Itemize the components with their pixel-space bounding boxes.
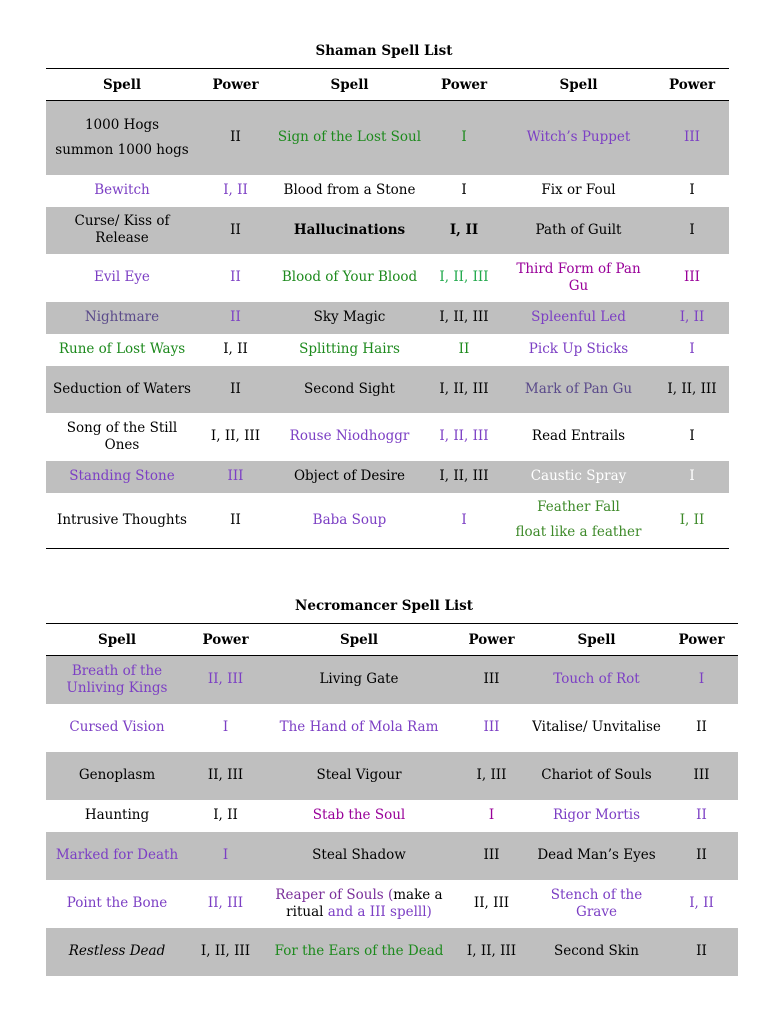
cell-text: II xyxy=(230,511,241,528)
table-row xyxy=(46,254,729,302)
spell-cell xyxy=(502,254,655,302)
cell-text: II xyxy=(696,943,707,959)
cell-text: Witch’s Puppet xyxy=(526,129,631,146)
cell-text: Steal Shadow xyxy=(312,847,406,863)
cell-text: Marked for Death xyxy=(55,847,179,863)
power-cell xyxy=(655,366,729,413)
power-cell xyxy=(655,254,729,302)
table-row xyxy=(46,800,738,832)
spell-cell xyxy=(263,928,455,976)
cell-text: III xyxy=(483,671,500,688)
power-cell xyxy=(665,752,738,800)
cell-text: Third Form of Pan Gu xyxy=(516,260,641,294)
power-cell xyxy=(426,101,502,175)
table-row xyxy=(46,175,729,207)
spell-cell xyxy=(273,413,426,461)
cell-text: II xyxy=(230,309,241,325)
table-row xyxy=(46,334,729,366)
power-cell xyxy=(655,101,729,175)
cell-text: I xyxy=(689,221,695,238)
cell-text: Intrusive Thoughts xyxy=(57,511,187,528)
table-header-row xyxy=(46,624,738,656)
cell-text: Restless Dead xyxy=(68,943,166,959)
spell-column-header: Spell xyxy=(263,624,455,656)
cell-subtext: float like a feather xyxy=(515,524,642,541)
cell-text: I, II, III xyxy=(466,943,517,959)
power-cell xyxy=(426,175,502,207)
cell-text: Vitalise/ Unvitalise xyxy=(532,719,661,735)
cell-text: I, II, III xyxy=(200,943,251,959)
shaman-spell-table xyxy=(46,68,729,549)
spell-cell xyxy=(502,207,655,254)
cell-text: I, II xyxy=(689,895,714,911)
table-row xyxy=(46,752,738,800)
cell-text: Second Skin xyxy=(554,943,639,959)
cell-text: I xyxy=(222,847,229,863)
cell-text: Cursed Vision xyxy=(69,719,165,735)
power-column-header: Power xyxy=(426,69,502,101)
power-cell xyxy=(198,207,273,254)
cell-text: II xyxy=(458,341,470,357)
power-cell xyxy=(426,461,502,493)
cell-text: Sign of the Lost Soul xyxy=(277,129,422,146)
cell-text: Spleenful Led xyxy=(531,309,626,325)
table-row xyxy=(46,302,729,334)
cell-text: I, II, III xyxy=(439,309,489,325)
table-row xyxy=(46,880,738,928)
cell-text: II, III xyxy=(473,895,510,911)
cell-text: II, III xyxy=(207,895,244,911)
power-cell xyxy=(455,656,528,704)
power-cell xyxy=(188,832,263,880)
power-cell xyxy=(198,366,273,413)
spell-cell xyxy=(46,461,198,493)
cell-text: I xyxy=(689,468,695,484)
power-cell xyxy=(455,752,528,800)
table-row xyxy=(46,461,729,493)
table-row xyxy=(46,656,738,704)
cell-text: Steal Vigour xyxy=(316,767,402,783)
cell-text: II xyxy=(230,380,241,397)
spell-cell xyxy=(502,302,655,334)
table-row xyxy=(46,413,729,461)
power-cell xyxy=(655,175,729,207)
cell-text: Stab the Soul xyxy=(312,807,406,823)
power-cell xyxy=(188,800,263,832)
table-row xyxy=(46,493,729,549)
spell-cell xyxy=(273,461,426,493)
power-cell xyxy=(655,207,729,254)
table-row xyxy=(46,704,738,752)
cell-text: Rune of Lost Ways xyxy=(58,341,186,357)
power-cell xyxy=(198,334,273,366)
spell-column-header: Spell xyxy=(528,624,665,656)
cell-text: Stench of the Grave xyxy=(550,886,643,920)
cell-text: Hallucinations xyxy=(293,221,406,238)
spell-cell xyxy=(273,302,426,334)
cell-text: Path of Guilt xyxy=(535,221,622,238)
power-cell xyxy=(455,704,528,752)
power-cell xyxy=(198,493,273,549)
cell-text: III xyxy=(483,847,500,863)
spell-cell xyxy=(263,752,455,800)
cell-text: Baba Soup xyxy=(312,511,387,528)
power-column-header: Power xyxy=(455,624,528,656)
spell-cell xyxy=(502,461,655,493)
cell-text: I, II, III xyxy=(439,468,489,484)
power-cell xyxy=(198,461,273,493)
cell-text: make a ritual xyxy=(286,886,443,920)
cell-text: III xyxy=(693,767,710,783)
spell-cell xyxy=(273,101,426,175)
power-cell xyxy=(188,656,263,704)
cell-text: Genoplasm xyxy=(78,767,156,783)
cell-text: I xyxy=(488,807,495,823)
cell-text: Curse/ Kiss of Release xyxy=(74,213,170,246)
power-cell xyxy=(665,832,738,880)
cell-text: Evil Eye xyxy=(94,269,150,285)
spell-cell xyxy=(46,704,188,752)
spell-column-header: Spell xyxy=(273,69,426,101)
cell-text: I xyxy=(222,719,229,735)
cell-text: For the Ears of the Dead xyxy=(274,943,444,959)
cell-text: II xyxy=(696,719,707,735)
cell-text: Blood of Your Blood xyxy=(281,269,418,285)
spell-cell xyxy=(273,175,426,207)
power-column-header: Power xyxy=(188,624,263,656)
spell-cell xyxy=(46,175,198,207)
cell-text: Mark of Pan Gu xyxy=(524,380,633,397)
spell-cell xyxy=(502,175,655,207)
power-cell xyxy=(426,302,502,334)
cell-text: I, II, III xyxy=(667,380,717,397)
cell-text: Sky Magic xyxy=(313,309,386,325)
spell-cell xyxy=(46,880,188,928)
cell-text: I, II, III xyxy=(439,269,489,285)
power-cell xyxy=(655,334,729,366)
cell-text: Bewitch xyxy=(94,182,150,198)
cell-text: I, II, III xyxy=(439,380,489,397)
cell-text: Point the Bone xyxy=(66,895,168,911)
cell-text: I xyxy=(698,671,705,688)
spell-cell xyxy=(263,880,455,928)
cell-text: The Hand of Mola Ram xyxy=(279,719,439,735)
cell-text: Pick Up Sticks xyxy=(528,341,629,357)
spell-column-header: Spell xyxy=(502,69,655,101)
spell-cell xyxy=(263,704,455,752)
cell-text: II xyxy=(230,221,241,238)
spell-cell xyxy=(46,334,198,366)
necromancer-title: Necromancer Spell List xyxy=(295,598,473,614)
cell-text: Feather Fall xyxy=(537,499,620,516)
cell-text: Rouse Niodhoggr xyxy=(289,428,410,444)
cell-text: I, II xyxy=(449,221,479,238)
spell-column-header: Spell xyxy=(46,69,198,101)
cell-text: Caustic Spray xyxy=(530,468,627,484)
cell-text: Haunting xyxy=(84,807,150,823)
cell-text: I xyxy=(461,182,467,198)
spell-cell xyxy=(46,207,198,254)
spell-cell xyxy=(46,366,198,413)
spell-cell xyxy=(273,254,426,302)
power-column-header: Power xyxy=(665,624,738,656)
spell-cell xyxy=(502,334,655,366)
power-cell xyxy=(426,413,502,461)
cell-text: Living Gate xyxy=(319,671,399,688)
cell-text: II xyxy=(230,269,241,285)
spell-cell xyxy=(46,656,188,704)
power-cell xyxy=(455,800,528,832)
power-cell xyxy=(655,413,729,461)
table-row xyxy=(46,207,729,254)
cell-text: Seduction of Waters xyxy=(53,380,191,397)
power-cell xyxy=(426,254,502,302)
spell-cell xyxy=(263,656,455,704)
spell-cell xyxy=(273,493,426,549)
cell-text: Rigor Mortis xyxy=(552,807,641,823)
spell-cell xyxy=(528,928,665,976)
spell-cell xyxy=(46,101,198,175)
spell-cell xyxy=(502,366,655,413)
power-cell xyxy=(426,493,502,549)
power-cell xyxy=(188,704,263,752)
power-cell xyxy=(665,656,738,704)
spell-cell xyxy=(528,800,665,832)
spell-column-header: Spell xyxy=(46,624,188,656)
cell-text: Song of the Still Ones xyxy=(66,419,178,453)
power-column-header: Power xyxy=(655,69,729,101)
cell-text: Splitting Hairs xyxy=(299,341,400,357)
spell-cell xyxy=(502,101,655,175)
cell-text: II xyxy=(696,847,707,863)
spell-cell xyxy=(46,752,188,800)
power-cell xyxy=(665,880,738,928)
spell-cell xyxy=(528,832,665,880)
power-column-header: Power xyxy=(198,69,273,101)
spell-cell xyxy=(273,207,426,254)
spell-cell xyxy=(46,832,188,880)
cell-text: I xyxy=(689,182,695,198)
cell-text: Second Sight xyxy=(304,380,395,397)
cell-text: I, II xyxy=(679,309,705,325)
spell-cell xyxy=(273,334,426,366)
power-cell xyxy=(455,928,528,976)
spell-cell xyxy=(273,366,426,413)
power-cell xyxy=(455,832,528,880)
spell-cell xyxy=(46,254,198,302)
cell-text: II xyxy=(230,129,241,146)
power-cell xyxy=(188,880,263,928)
table-row xyxy=(46,928,738,976)
cell-text: Standing Stone xyxy=(69,468,175,484)
spell-cell xyxy=(46,493,198,549)
cell-text: Touch of Rot xyxy=(553,671,640,688)
power-cell xyxy=(426,334,502,366)
cell-text: I xyxy=(461,511,467,528)
power-cell xyxy=(198,254,273,302)
cell-text: I xyxy=(689,428,695,444)
power-cell xyxy=(198,413,273,461)
cell-text: III xyxy=(483,719,500,735)
cell-text: I, II, III xyxy=(439,428,489,444)
cell-text: III xyxy=(227,468,244,484)
cell-text: 1000 Hogs xyxy=(84,116,160,133)
cell-text: Object of Desire xyxy=(293,468,406,484)
power-cell xyxy=(188,752,263,800)
cell-text: I, II xyxy=(223,182,248,198)
cell-text: I, III xyxy=(476,767,507,783)
cell-text: Fix or Foul xyxy=(541,182,616,198)
cell-text: Nightmare xyxy=(84,309,160,325)
spell-cell xyxy=(263,832,455,880)
table-row xyxy=(46,832,738,880)
power-cell xyxy=(655,461,729,493)
power-cell xyxy=(665,800,738,832)
spell-cell xyxy=(528,752,665,800)
cell-text: I, II xyxy=(679,511,705,528)
power-cell xyxy=(188,928,263,976)
spell-cell xyxy=(502,413,655,461)
cell-text: Blood from a Stone xyxy=(283,182,416,198)
power-cell xyxy=(426,207,502,254)
table-header-row xyxy=(46,69,729,101)
shaman-title: Shaman Spell List xyxy=(315,43,453,59)
power-cell xyxy=(665,928,738,976)
cell-text: Dead Man’s Eyes xyxy=(537,847,656,863)
power-cell xyxy=(655,302,729,334)
cell-text: and a III spelll) xyxy=(323,903,432,920)
cell-subtext: summon 1000 hogs xyxy=(55,141,189,158)
necromancer-spell-table xyxy=(46,623,738,976)
cell-text: I, II xyxy=(223,341,248,357)
power-cell xyxy=(655,493,729,549)
cell-text: Read Entrails xyxy=(531,428,626,444)
table-row xyxy=(46,366,729,413)
cell-text: II xyxy=(696,807,707,823)
cell-text: I xyxy=(689,341,695,357)
spell-cell xyxy=(528,656,665,704)
spell-cell xyxy=(46,800,188,832)
spell-cell xyxy=(263,800,455,832)
spell-cell xyxy=(46,928,188,976)
cell-text: III xyxy=(684,129,700,146)
cell-text: Chariot of Souls xyxy=(541,767,652,783)
power-cell xyxy=(665,704,738,752)
cell-text: II, III xyxy=(207,767,244,783)
power-cell xyxy=(198,175,273,207)
spell-cell xyxy=(502,493,655,549)
spell-cell xyxy=(528,880,665,928)
cell-text: II, III xyxy=(207,671,244,688)
spell-cell xyxy=(46,302,198,334)
power-cell xyxy=(426,366,502,413)
spell-cell xyxy=(528,704,665,752)
cell-text: Breath of the Unliving Kings xyxy=(66,662,168,696)
table-row xyxy=(46,101,729,175)
power-cell xyxy=(198,302,273,334)
cell-text: I xyxy=(461,129,467,146)
spell-cell xyxy=(46,413,198,461)
cell-text: Reaper of Souls ( xyxy=(275,886,394,903)
power-cell xyxy=(198,101,273,175)
power-cell xyxy=(455,880,528,928)
cell-text: I, II xyxy=(213,807,238,823)
cell-text: III xyxy=(684,269,700,285)
cell-text: I, II, III xyxy=(210,428,261,444)
